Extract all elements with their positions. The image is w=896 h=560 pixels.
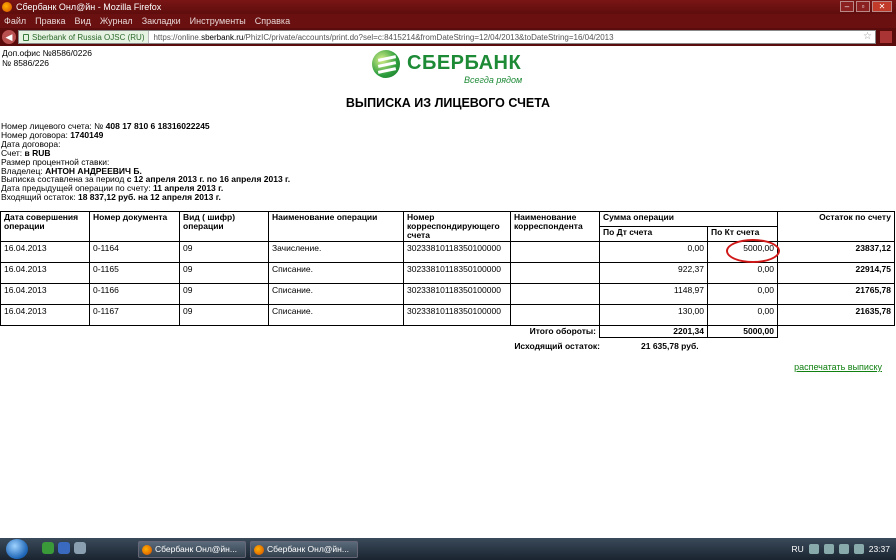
firefox-icon <box>2 2 12 12</box>
tray-icon[interactable] <box>824 544 834 554</box>
logo-motto: Всегда рядом <box>464 75 523 85</box>
minimize-button[interactable]: – <box>840 1 854 12</box>
office-info <box>2 48 92 68</box>
site-identity-button[interactable] <box>19 31 149 43</box>
menu-history[interactable]: Журнал <box>99 16 133 26</box>
closing-balance-label: Исходящий остаток: <box>514 341 600 351</box>
table-row: 16.04.2013 0-1164 09 Зачисление. 30233810118350100000 0,00 5000,00 23837,12 <box>1 242 895 263</box>
closing-balance <box>0 341 896 351</box>
statement-table <box>0 211 895 338</box>
menu-edit[interactable]: Правка <box>35 16 66 26</box>
totals-credit: 5000,00 <box>708 326 778 338</box>
page-content <box>0 46 896 538</box>
menu-tools[interactable]: Инструменты <box>189 16 246 26</box>
sberbank-logo <box>372 50 532 90</box>
tray-icon[interactable] <box>809 544 819 554</box>
menu-view[interactable]: Вид <box>74 16 91 26</box>
closing-balance-value: 21 635,78 руб. <box>641 341 699 351</box>
bookmark-star-icon[interactable]: ☆ <box>863 31 872 42</box>
home-icon[interactable] <box>880 31 892 43</box>
account-number: 408 17 810 6 18316022245 <box>105 121 210 131</box>
totals-label: Итого обороты: <box>1 326 600 338</box>
menu-bar <box>0 14 896 28</box>
window-controls <box>840 1 892 12</box>
col-header-credit: По Кт счета <box>708 227 778 242</box>
totals-row <box>1 326 895 338</box>
network-icon[interactable] <box>839 544 849 554</box>
owner-name: АНТОН АНДРЕЕВИЧ Б. <box>45 165 142 176</box>
col-header-doc-number: Номер документа <box>90 212 180 242</box>
contract-number: 1740149 <box>70 129 104 140</box>
maximize-button[interactable]: ▫ <box>856 1 870 12</box>
print-statement-link[interactable]: распечатать выписку <box>794 362 882 372</box>
volume-icon[interactable] <box>854 544 864 554</box>
menu-help[interactable]: Справка <box>254 16 291 26</box>
col-header-corr-account: Номер корреспондирующего счета <box>404 212 511 242</box>
lock-icon <box>23 34 29 41</box>
office-line-2: № 8586/226 <box>2 58 49 68</box>
start-button[interactable] <box>6 539 28 559</box>
sberbank-logo-icon <box>372 50 400 78</box>
clock[interactable]: 23:37 <box>868 544 890 554</box>
account-info: Номер лицевого счета: № 408 17 810 6 18316022245 Номер договора: 1740149 Дата договора: Счет: в RUB Размер процентной ставки: Владелец: АНТОН АНДРЕЕВИЧ Б. Выписка составлена за период с 12 апреля 2013 г. по 16 апреля 2013 г. Дата предыдущей операции по счету: 11 апреля 2013 г. Входящий остаток: 18 837,12 руб. на 12 апреля 2013 г. <box>1 121 291 203</box>
col-header-sum: Сумма операции <box>600 212 778 227</box>
table-row: 16.04.2013 0-1166 09 Списание. 30233810118350100000 1148,97 0,00 21765,78 <box>1 284 895 305</box>
table-row: 16.04.2013 0-1165 09 Списание. 30233810118350100000 922,37 0,00 22914,75 <box>1 263 895 284</box>
col-header-type: Вид ( шифр) операции <box>180 212 269 242</box>
previous-operation-date: 11 апреля 2013 г. <box>153 183 224 194</box>
language-indicator[interactable]: RU <box>791 544 804 554</box>
address-bar[interactable] <box>18 30 876 44</box>
quick-launch <box>42 542 86 554</box>
navigation-bar <box>0 28 896 46</box>
window-title: Сбербанк Онл@йн - Mozilla Firefox <box>16 2 162 12</box>
menu-file[interactable]: Файл <box>4 16 27 26</box>
back-button[interactable]: ◀ <box>2 30 16 44</box>
logo-name: СБЕРБАНК <box>407 52 522 74</box>
opening-balance: 18 837,12 руб. на 12 апреля 2013 г. <box>77 192 221 203</box>
quick-launch-icon[interactable] <box>42 542 54 554</box>
highlighted-credit-amount: 5000,00 <box>743 243 774 253</box>
window-titlebar <box>0 0 896 14</box>
table-header-row <box>1 212 895 227</box>
col-header-balance: Остаток по счету <box>778 212 895 242</box>
table-row: 16.04.2013 0-1167 09 Списание. 30233810118350100000 130,00 0,00 21635,78 <box>1 305 895 326</box>
col-header-date: Дата совершения операции <box>1 212 90 242</box>
site-identity-label: Sberbank of Russia OJSC (RU) <box>32 32 145 42</box>
totals-debit: 2201,34 <box>600 326 708 338</box>
office-line-1: Доп.офис №8586/0226 <box>2 48 92 58</box>
quick-launch-icon[interactable] <box>74 542 86 554</box>
account-currency: в RUB <box>24 147 51 158</box>
quick-launch-icon[interactable] <box>58 542 70 554</box>
url-text[interactable]: https://online.sberbank.ru/PhizIC/private/accounts/print.do?sel=c:8415214&fromDateString=12/04/2013&toDateString=16/04/2013 <box>153 32 614 42</box>
system-tray <box>791 538 890 560</box>
page-title: ВЫПИСКА ИЗ ЛИЦЕВОГО СЧЕТА <box>345 96 551 110</box>
menu-bookmarks[interactable]: Закладки <box>141 16 181 26</box>
col-header-corr-name: Наименование корреспондента <box>511 212 600 242</box>
col-header-debit: По Дт счета <box>600 227 708 242</box>
close-button[interactable]: ✕ <box>872 1 892 12</box>
statement-period: с 12 апреля 2013 г. по 16 апреля 2013 г. <box>126 174 291 185</box>
taskbar-item-firefox-2[interactable]: Сбербанк Онл@йн... <box>250 541 358 558</box>
taskbar <box>0 538 896 560</box>
taskbar-item-firefox-1[interactable]: Сбербанк Онл@йн... <box>138 541 246 558</box>
col-header-operation: Наименование операции <box>269 212 404 242</box>
